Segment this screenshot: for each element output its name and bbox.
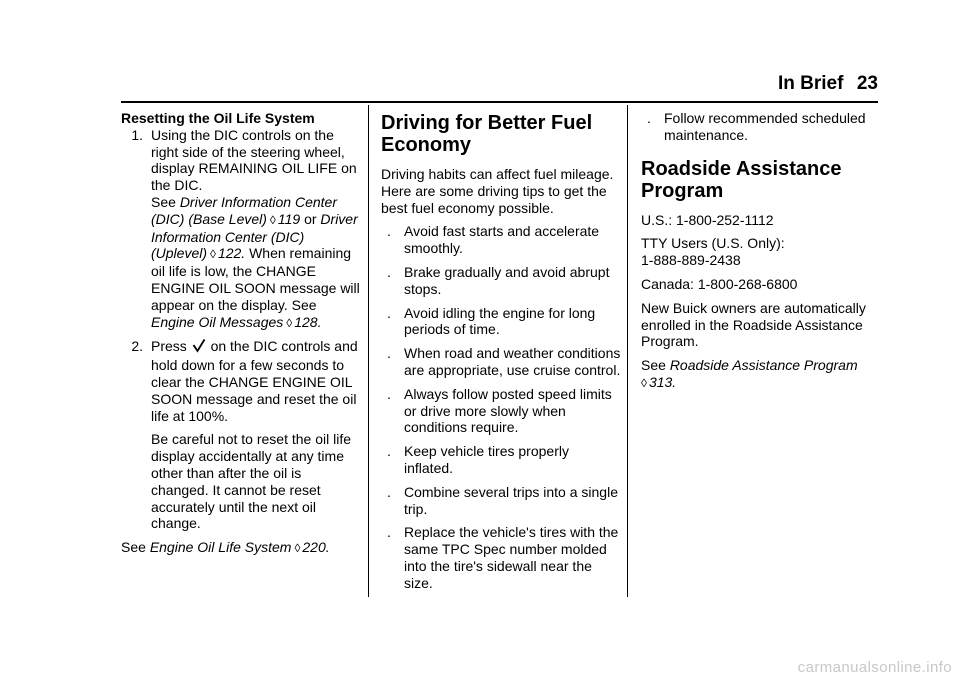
list-item-text: Avoid fast starts and accelerate smoothly. <box>404 223 600 257</box>
page-number: 23 <box>856 73 878 94</box>
checkmark-icon <box>192 338 206 357</box>
step-2 <box>121 338 361 532</box>
column-divider-2 <box>627 105 628 597</box>
step-2-text: on the DIC controls and hold down for a few seconds to clear the CHANGE ENGINE OIL SOON message and reset the oil life at 100%. <box>151 338 358 424</box>
subhead-oil-reset: Resetting the Oil Life System <box>121 110 315 126</box>
column-left <box>121 110 361 557</box>
or-label: or <box>304 210 317 227</box>
watermark: carmanualsonline.info <box>797 659 952 676</box>
xref-glyph: ◊ <box>294 541 301 556</box>
xref-page[interactable]: 313. <box>648 373 677 390</box>
step-number: 2. <box>131 338 143 355</box>
list-item-text: Follow recommended scheduled maintenance. <box>664 110 866 143</box>
heading-fuel-economy: Driving for Better Fuel Economy <box>381 112 593 156</box>
column-right <box>641 110 879 392</box>
step-note: Be careful not to reset the oil life display accidentally at any time other than after the oil is changed. It cannot be reset accurately until the next oil change. <box>151 431 351 532</box>
phone-tty: 1-888-889-2438 <box>641 252 741 269</box>
xref-glyph: ◊ <box>641 375 647 390</box>
bullet-dot: . <box>387 385 391 402</box>
list-item-text: Keep vehicle tires properly inflated. <box>404 443 569 476</box>
step-1-text-b: When remaining oil life is low, the CHANGE ENGINE OIL SOON message will appear on the display. See <box>151 245 360 313</box>
list-item <box>381 345 621 379</box>
heading-roadside-assistance: Roadside Assistance Program <box>641 157 842 202</box>
xref-glyph: ◊ <box>269 212 276 227</box>
bullet-dot: . <box>387 223 391 240</box>
list-item <box>381 223 621 257</box>
see-label: See <box>121 539 146 556</box>
step-text <box>151 127 361 332</box>
bullet-dot: . <box>387 443 391 460</box>
see-label: See <box>151 193 176 210</box>
list-item <box>641 110 879 144</box>
see-also <box>121 539 361 557</box>
bullet-dot: . <box>387 524 391 541</box>
xref-glyph: ◊ <box>286 315 293 330</box>
tty-label: TTY Users (U.S. Only): <box>641 235 785 252</box>
see-also <box>641 357 879 392</box>
xref-page[interactable]: 220. <box>302 539 330 556</box>
list-item-text: Replace the vehicle's tires with the same TPC Spec number molded into the tire's sidewall near the size. <box>404 524 619 591</box>
bullet-dot: . <box>387 304 391 321</box>
enrollment-paragraph: New Buick owners are automatically enrolled in the Roadside Assistance Program. <box>641 299 866 350</box>
column-divider-1 <box>368 105 369 597</box>
list-item-text: Always follow posted speed limits or drive more slowly when conditions require. <box>404 385 612 436</box>
xref-page[interactable]: 128. <box>294 313 322 330</box>
list-item <box>381 443 621 477</box>
list-item <box>381 264 621 298</box>
list-item <box>381 524 621 591</box>
page-header <box>778 73 878 95</box>
see-label: See <box>641 357 666 374</box>
phone-us: U.S.: 1-800-252-1112 <box>641 211 774 228</box>
bullet-dot: . <box>387 483 391 500</box>
bullet-dot: . <box>387 263 391 280</box>
xref-engine-oil-messages[interactable]: Engine Oil Messages <box>151 313 284 330</box>
bullet-dot: . <box>647 110 651 126</box>
xref-page[interactable]: 122. <box>217 245 246 262</box>
intro-paragraph: Driving habits can affect fuel mileage. Here are some driving tips to get the best fuel economy possible. <box>381 166 614 216</box>
column-middle <box>381 110 621 599</box>
xref-glyph: ◊ <box>210 247 216 262</box>
step-1-text: Using the DIC controls on the right side of the steering wheel, display REMAINING OIL LIFE on the DIC. <box>151 126 357 194</box>
list-item-text: When road and weather conditions are appropriate, use cruise control. <box>404 345 621 378</box>
phone-canada: Canada: 1-800-268-6800 <box>641 275 798 292</box>
xref-oil-life-system[interactable]: Engine Oil Life System <box>149 539 292 556</box>
list-item-text: Combine several trips into a single trip. <box>404 483 618 517</box>
step-number: 1. <box>131 126 143 143</box>
list-item <box>381 484 621 518</box>
list-item-text: Avoid idling the engine for long periods of time. <box>404 304 596 338</box>
list-item <box>381 386 621 436</box>
list-item-text: Brake gradually and avoid abrupt stops. <box>404 263 610 297</box>
xref-page[interactable]: 119 <box>277 210 301 227</box>
header-rule <box>121 101 878 103</box>
section-title: In Brief <box>778 73 844 94</box>
step-1 <box>121 127 361 332</box>
xref-dic-base[interactable]: Driver Information Center (DIC) (Base Level) <box>151 193 337 227</box>
list-item <box>381 305 621 339</box>
xref-roadside-program[interactable]: Roadside Assistance Program <box>669 357 858 374</box>
bullet-dot: . <box>387 345 391 362</box>
xref-dic-uplevel[interactable]: Driver Information Center (DIC) (Uplevel) <box>151 210 358 262</box>
press-label: Press <box>151 338 187 355</box>
step-text <box>151 338 361 424</box>
